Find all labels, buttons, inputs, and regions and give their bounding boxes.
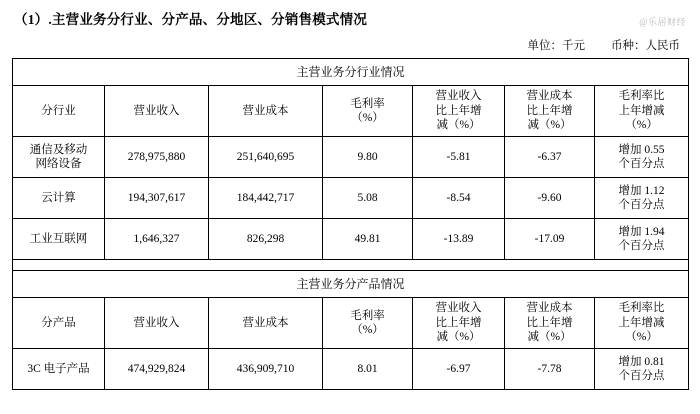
section-title-product: 主营业务分产品情况: [13, 271, 689, 298]
row-margin-yoy: [595, 219, 689, 260]
col-gross-margin-product: [323, 298, 413, 349]
row-category: 3C 电子产品: [13, 349, 105, 390]
row-revenue: 474,929,824: [105, 349, 209, 390]
row-cost: 436,909,710: [209, 349, 323, 390]
col-cost-yoy-product: [505, 298, 595, 349]
row-margin-yoy-l2: 个百分点: [618, 158, 665, 170]
row-category-l1: 通信及移动: [29, 143, 88, 156]
col-gross-margin-industry: [323, 86, 413, 137]
row-cost: 251,640,695: [209, 137, 323, 178]
col-cost-yoy-product-l3: 减（%）: [527, 331, 572, 344]
col-cost-product: 营业成本: [209, 298, 323, 349]
col-revenue-yoy-product-l2: 比上年增: [435, 316, 482, 329]
row-margin-yoy: [595, 178, 689, 219]
row-margin-yoy: [595, 349, 689, 390]
column-header-row-industry: [13, 86, 689, 137]
col-margin-yoy-product-l2: 上年增减: [618, 316, 665, 329]
col-margin-yoy-industry-l3: （%）: [625, 119, 658, 132]
col-gross-margin-product-l2: （%）: [351, 324, 384, 336]
col-revenue-yoy-product-l1: 营业收入: [435, 302, 482, 315]
row-cost-yoy: -9.60: [505, 178, 595, 219]
row-revenue: 194,307,617: [105, 178, 209, 219]
row-margin-yoy-l1: 增加 0.55: [618, 143, 665, 156]
col-revenue-yoy-product: [413, 298, 505, 349]
col-margin-yoy-industry: [595, 86, 689, 137]
col-category-industry: 分行业: [13, 86, 105, 137]
watermark: @乐居财经: [639, 17, 686, 27]
unit-currency: 币种：人民币: [611, 40, 680, 52]
row-margin-yoy-l2: 个百分点: [618, 370, 665, 382]
row-category: 工业互联网: [13, 219, 105, 260]
row-margin-yoy-l1: 增加 1.12: [618, 184, 665, 197]
row-gross-margin: 8.01: [323, 349, 413, 390]
row-category-l2: 网络设备: [35, 158, 82, 170]
row-margin-yoy-l1: 增加 1.94: [618, 225, 665, 238]
row-margin-yoy-l1: 增加 0.81: [618, 355, 665, 368]
row-gross-margin: 5.08: [323, 178, 413, 219]
row-revenue: 1,646,327: [105, 219, 209, 260]
col-cost-industry: 营业成本: [209, 86, 323, 137]
col-revenue-yoy-industry-l1: 营业收入: [435, 90, 482, 103]
row-margin-yoy-l2: 个百分点: [618, 199, 665, 211]
row-margin-yoy-l2: 个百分点: [618, 240, 665, 252]
section-title-industry: 主营业务分行业情况: [13, 59, 689, 86]
table-row: [13, 349, 689, 390]
col-revenue-yoy-industry-l3: 减（%）: [436, 119, 481, 132]
col-cost-yoy-industry-l1: 营业成本: [526, 90, 573, 103]
row-gross-margin: 49.81: [323, 219, 413, 260]
row-revenue: 278,975,880: [105, 137, 209, 178]
table-row: [13, 219, 689, 260]
col-cost-yoy-industry-l2: 比上年增: [526, 104, 573, 117]
document-page: [0, 8, 700, 414]
col-revenue-yoy-industry-l2: 比上年增: [435, 104, 482, 117]
col-revenue-industry: 营业收入: [105, 86, 209, 137]
col-revenue-yoy-industry: [413, 86, 505, 137]
col-gross-margin-industry-l2: （%）: [351, 112, 384, 124]
col-gross-margin-industry-l1: 毛利率: [350, 97, 385, 110]
col-margin-yoy-product: [595, 298, 689, 349]
table-row: [13, 178, 689, 219]
col-margin-yoy-industry-l2: 上年增减: [618, 104, 665, 117]
row-cost-yoy: -17.09: [505, 219, 595, 260]
main-financial-table: [12, 58, 689, 390]
row-revenue-yoy: -13.89: [413, 219, 505, 260]
page-title: （1）.主营业务分行业、分产品、分地区、分销售模式情况: [14, 12, 368, 27]
col-cost-yoy-industry: [505, 86, 595, 137]
row-gross-margin: 9.80: [323, 137, 413, 178]
row-revenue-yoy: -8.54: [413, 178, 505, 219]
col-gross-margin-product-l1: 毛利率: [350, 309, 385, 322]
row-cost-yoy: -7.78: [505, 349, 595, 390]
row-cost-yoy: -6.37: [505, 137, 595, 178]
col-margin-yoy-industry-l1: 毛利率比: [618, 90, 665, 103]
table-row: [13, 137, 689, 178]
unit-amount: 单位：千元: [527, 40, 585, 52]
row-margin-yoy: [595, 137, 689, 178]
row-cost: 184,442,717: [209, 178, 323, 219]
row-revenue-yoy: -5.81: [413, 137, 505, 178]
col-cost-yoy-product-l2: 比上年增: [526, 316, 573, 329]
row-cost: 826,298: [209, 219, 323, 260]
col-margin-yoy-product-l1: 毛利率比: [618, 302, 665, 315]
unit-line: [12, 37, 680, 53]
section-header-industry: [13, 59, 689, 86]
col-revenue-yoy-product-l3: 减（%）: [436, 331, 481, 344]
table-gap: [13, 260, 689, 271]
col-margin-yoy-product-l3: （%）: [625, 331, 658, 344]
col-category-product: 分产品: [13, 298, 105, 349]
col-cost-yoy-product-l1: 营业成本: [526, 302, 573, 315]
row-category: 云计算: [13, 178, 105, 219]
column-header-row-product: [13, 298, 689, 349]
section-header-product: [13, 271, 689, 298]
col-cost-yoy-industry-l3: 减（%）: [527, 119, 572, 132]
row-category: [13, 137, 105, 178]
row-revenue-yoy: -6.97: [413, 349, 505, 390]
col-revenue-product: 营业收入: [105, 298, 209, 349]
